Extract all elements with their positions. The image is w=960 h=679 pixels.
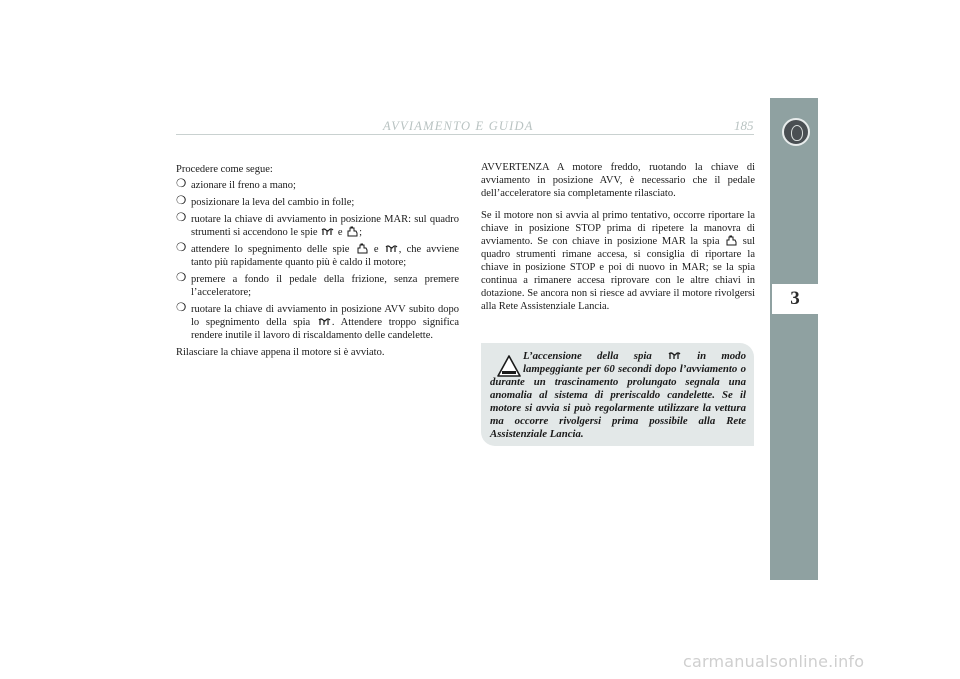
step-item: ❍ azionare il freno a mano; — [176, 178, 296, 191]
chapter-number: 3 — [772, 284, 818, 314]
left-column — [176, 163, 459, 359]
glow-plug-icon — [321, 228, 334, 237]
retry-paragraph: Se il motore non si avvia al primo tentativo, occorre riportare la chiave in posizione STOP prima di ripetere la manovra di avviamento. Se con chiave in posizione MAR la spia sul quadro strumenti rimane accesa, si consiglia di riportare la chiave in posizione STOP e poi di nuovo in MAR; se la spia continua a rimanere accesa riprovare con le altre chiavi in dotazione. Se ancora non si riesce ad avviare il motore rivolgersi alla Rete Assistenziale Lancia. — [481, 210, 755, 312]
warning-box — [481, 343, 754, 446]
running-header-title: AVVIAMENTO E GUIDA — [383, 119, 534, 133]
bullet-icon: ❍ — [176, 178, 187, 190]
page-number: 185 — [734, 118, 754, 133]
warning-text: L’accensione della spia in modo lampeggiante per 60 secondi dopo l’avviamento o durante un trascinamento prolungato segnala una anomalia al sistema di preriscaldo candelette. Se il motore si avvia si può regolarmente utilizzare la vettura ma occorre rivolgersi prima possibile alla Rete Assistenziale Lancia. — [490, 350, 746, 440]
engine-fault-icon — [356, 243, 368, 254]
step-item: ❍ attendere lo spegnimento delle spie e , che avviene tanto più rapidamente quanto più è caldo il motore; — [176, 242, 460, 268]
glow-plug-icon — [385, 245, 398, 254]
lancia-logo-icon — [782, 118, 810, 146]
step-item: ❍ ruotare la chiave di avviamento in posizione AVV subito dopo lo spegnimento della spia . Attendere troppo significa rendere inutile il lavoro di riscaldamento delle candelette. — [176, 302, 460, 341]
step-item: ❍ ruotare la chiave di avviamento in posizione MAR: sul quadro strumenti si accendono le spie e ; — [176, 212, 459, 238]
procedure-intro: Procedere come segue: — [176, 164, 273, 175]
header-rule — [176, 134, 754, 135]
bullet-icon: ❍ — [176, 242, 187, 254]
procedure-outro: Rilasciare la chiave appena il motore si è avviato. — [176, 347, 385, 358]
engine-fault-icon — [346, 226, 358, 237]
bullet-icon: ❍ — [176, 272, 187, 284]
bullet-icon: ❍ — [176, 302, 187, 314]
engine-fault-icon — [725, 235, 737, 246]
right-column — [481, 161, 755, 322]
glow-plug-icon — [318, 318, 331, 327]
watermark: carmanualsonline.info — [683, 652, 865, 671]
step-item: ❍ premere a fondo il pedale della frizione, senza premere l’acceleratore; — [176, 272, 459, 298]
bullet-icon: ❍ — [176, 195, 187, 207]
bullet-icon: ❍ — [176, 212, 187, 224]
glow-plug-icon — [668, 352, 681, 361]
chapter-sidebar — [770, 98, 818, 580]
step-item: ❍ posizionare la leva del cambio in folle; — [176, 195, 355, 208]
caution-paragraph: AVVERTENZA A motore freddo, ruotando la chiave di avviamento in posizione AVV, è necessario che il pedale dell’acceleratore sia completamente rilasciato. — [481, 162, 755, 199]
